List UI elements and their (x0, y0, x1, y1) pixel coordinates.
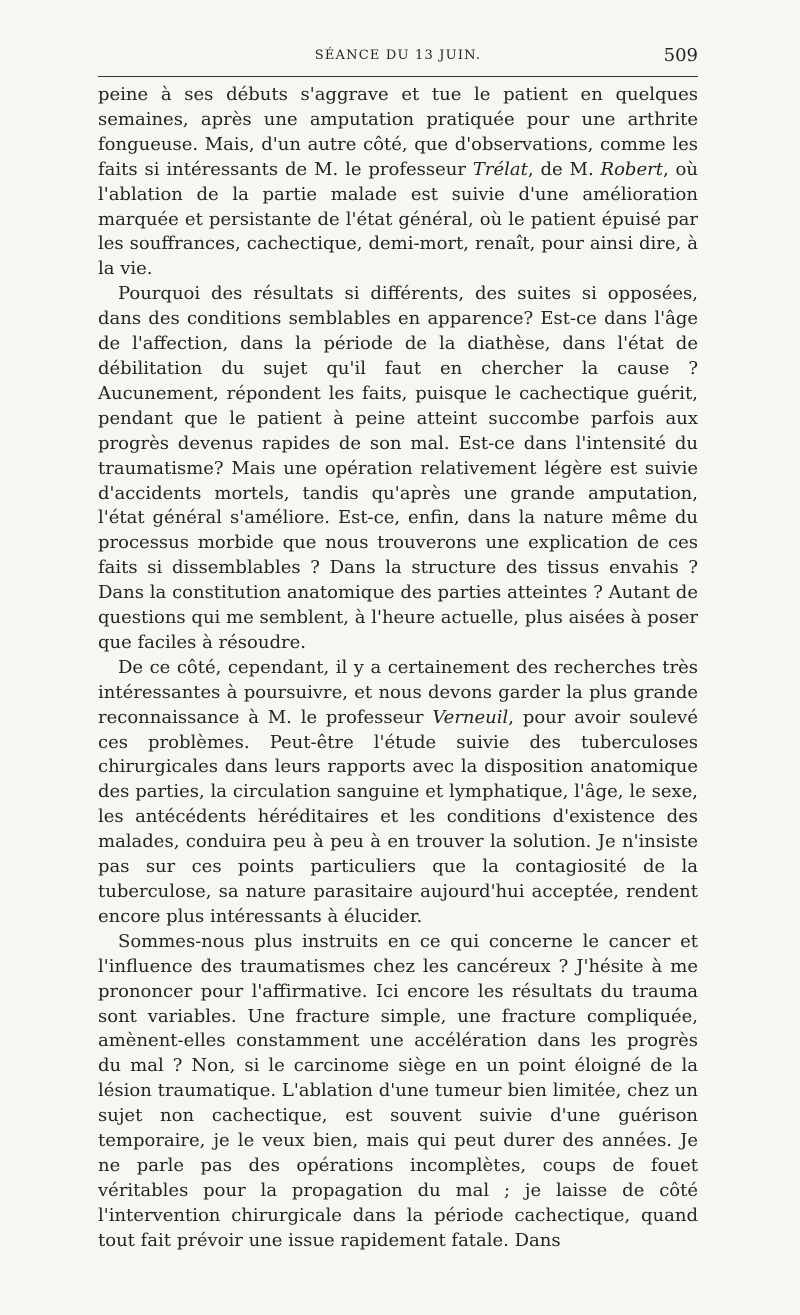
running-title: SÉANCE DU 13 JUIN. (314, 48, 482, 63)
name-robert: Robert (600, 158, 663, 180)
page-header (98, 40, 698, 74)
header-rule (98, 76, 698, 77)
name-verneuil: Verneuil (432, 706, 509, 728)
paragraph-4: Sommes-nous plus instruits en ce qui concerne le cancer et l'influence des traumatismes chez les cancéreux ? J'hésite à me prononcer pour l'affirmative. Ici encore les résultats du trauma sont variables. Une fracture simple, une fracture compliquée, amènent-elles constamment une accélération dans les progrès du mal ? Non, si le carcinome siège en un point éloigné de la lésion traumatique. L'ablation d'une tumeur bien limitée, chez un sujet non cachectique, est souvent suivie d'une guérison temporaire, je le veux bien, mais qui peut durer des années. Je ne parle pas des opérations incomplètes, coups de fouet véritables pour la propagation du mal ; je laisse de côté l'intervention chirurgicale dans la période cachectique, quand tout fait prévoir une issue rapidement fatale. Dans (98, 930, 698, 1251)
book-page (98, 40, 698, 1254)
page-number: 509 (663, 45, 698, 66)
paragraph-2: Pourquoi des résultats si différents, des suites si opposées, dans des conditions semblables en apparence? Est-ce dans l'âge de l'affection, dans la période de la diathèse, dans l'état de débilitation du sujet qu'il faut en chercher la cause ? Aucunement, répondent les faits, puisque le cachectique guérit, pendant que le patient à peine atteint succombe parfois aux progrès devenus rapides de son mal. Est-ce dans l'intensité du traumatisme? Mais une opération relativement légère est suivie d'accidents mortels, tandis qu'après une grande amputation, l'état général s'améliore. Est-ce, enfin, dans la nature même du processus morbide que nous trouverons une explication de ces faits si dissemblables ? Dans la structure des tissus envahis ? Dans la constitution anatomique des parties atteintes ? Autant de questions qui me semblent, à l'heure actuelle, plus aisées à poser que faciles à résoudre. (98, 283, 698, 653)
page-body (98, 83, 698, 1254)
paragraph-1: peine à ses débuts s'aggrave et tue le patient en quelques semaines, après une amputation pratiquée pour une arthrite fongueuse. Mais, d'un autre côté, que d'observations, comme les faits si intéressants de M. le professeur Trélat, de M. Robert, où l'ablation de la partie malade est suivie d'une amélioration marquée et persistante de l'état général, où le patient épuisé par les souffrances, cachectique, demi-mort, renaît, pour ainsi dire, à la vie. (98, 84, 698, 280)
name-trelat: Trélat (472, 158, 528, 180)
paragraph-3: De ce côté, cependant, il y a certainement des recherches très intéressantes à poursuivre, et nous devons garder la plus grande reconnaissance à M. le professeur Verneuil, pour avoir soulevé ces problèmes. Peut-être l'étude suivie des tuberculoses chirurgicales dans leurs rapports avec la disposition anatomique des parties, la circulation sanguine et lymphatique, l'âge, le sexe, les antécédents héréditaires et les conditions d'existence des malades, conduira peu à peu à en trouver la solution. Je n'insiste pas sur ces points particuliers que la contagiosité de la tuberculose, sa nature parasitaire aujourd'hui acceptée, rendent encore plus intéressants à élucider. (98, 656, 698, 927)
